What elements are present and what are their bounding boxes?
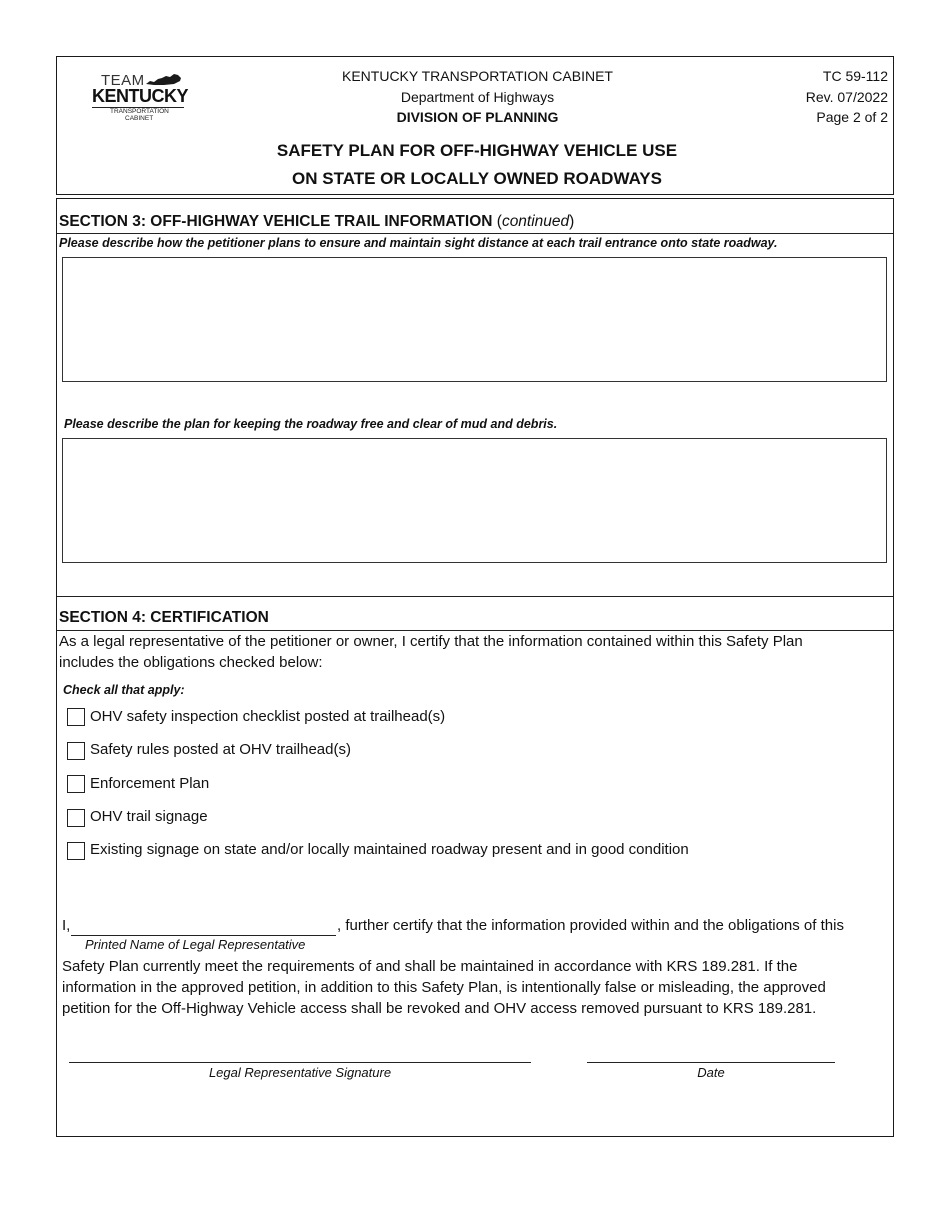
page-number: Page 2 of 2: [816, 109, 888, 125]
sight-distance-prompt: Please describe how the petitioner plans to ensure and maintain sight distance at each trail entrance onto state roadway.: [59, 236, 778, 250]
form-number: TC 59-112: [822, 68, 888, 84]
checkbox-inspection-checklist[interactable]: [67, 708, 85, 726]
signature-input[interactable]: [69, 1042, 531, 1063]
checkbox-label-inspection-checklist: OHV safety inspection checklist posted at trailhead(s): [90, 708, 446, 725]
checkbox-trail-signage[interactable]: [67, 809, 85, 827]
logo-kentucky-text: KENTUCKY: [92, 86, 189, 106]
check-all-label: Check all that apply:: [63, 683, 185, 697]
checkbox-label-safety-rules: Safety rules posted at OHV trailhead(s): [90, 741, 351, 758]
form-title-line1: SAFETY PLAN FOR OFF-HIGHWAY VEHICLE USE: [276, 141, 678, 160]
certify-intro-line1: As a legal representative of the petitioner or owner, I certify that the information contained within this Safety Plan: [59, 633, 803, 650]
checkbox-label-existing-signage: Existing signage on state and/or locally maintained roadway present and in good condition: [90, 841, 689, 858]
cert-prefix: I,: [62, 917, 71, 934]
logo-team-text: TEAM: [101, 72, 145, 89]
section3-heading: [59, 213, 574, 231]
checkbox-label-trail-signage: OHV trail signage: [90, 808, 208, 825]
printed-name-caption: Printed Name of Legal Representative: [85, 937, 306, 952]
checkbox-label-enforcement-plan: Enforcement Plan: [90, 775, 210, 792]
checkbox-enforcement-plan[interactable]: [67, 775, 85, 793]
certify-intro-line2: includes the obligations checked below:: [59, 654, 323, 671]
mud-debris-textarea[interactable]: [62, 438, 887, 563]
printed-name-input[interactable]: [71, 915, 336, 936]
date-input[interactable]: [587, 1042, 835, 1063]
kytc-logo: [92, 70, 192, 126]
agency-name: KENTUCKY TRANSPORTATION CABINET: [342, 68, 613, 84]
cert-line2: Safety Plan currently meet the requirements of and shall be maintained in accordance with KRS 189.281. If the: [62, 958, 798, 975]
form-revision: Rev. 07/2022: [805, 89, 888, 105]
cert-suffix: , further certify that the information provided within and the obligations of this: [337, 917, 844, 934]
section3-continued: (continued): [496, 213, 575, 230]
date-caption: Date: [697, 1065, 725, 1080]
mud-debris-prompt: Please describe the plan for keeping the roadway free and clear of mud and debris.: [64, 417, 558, 431]
cert-line3: information in the approved petition, in addition to this Safety Plan, is intentionally false or misleading, the approved: [62, 979, 826, 996]
cert-line4: petition for the Off-Highway Vehicle access shall be revoked and OHV access removed pursuant to KRS 189.281.: [62, 1000, 817, 1017]
department-name: Department of Highways: [400, 89, 555, 105]
signature-caption: Legal Representative Signature: [208, 1065, 392, 1080]
section4-heading: SECTION 4: CERTIFICATION: [59, 609, 269, 626]
form-title-line2: ON STATE OR LOCALLY OWNED ROADWAYS: [292, 169, 662, 188]
section4-top-rule: [57, 596, 893, 597]
sight-distance-textarea[interactable]: [62, 257, 887, 382]
checkbox-safety-rules[interactable]: [67, 742, 85, 760]
logo-cabinet-text: CABINET: [125, 115, 154, 122]
section3-heading-text: SECTION 3: OFF-HIGHWAY VEHICLE TRAIL INFORMATION: [59, 213, 493, 230]
logo-transportation-text: TRANSPORTATION: [110, 108, 169, 115]
section3-rule: [57, 233, 893, 234]
division-name: DIVISION OF PLANNING: [396, 109, 559, 125]
checkbox-existing-signage[interactable]: [67, 842, 85, 860]
